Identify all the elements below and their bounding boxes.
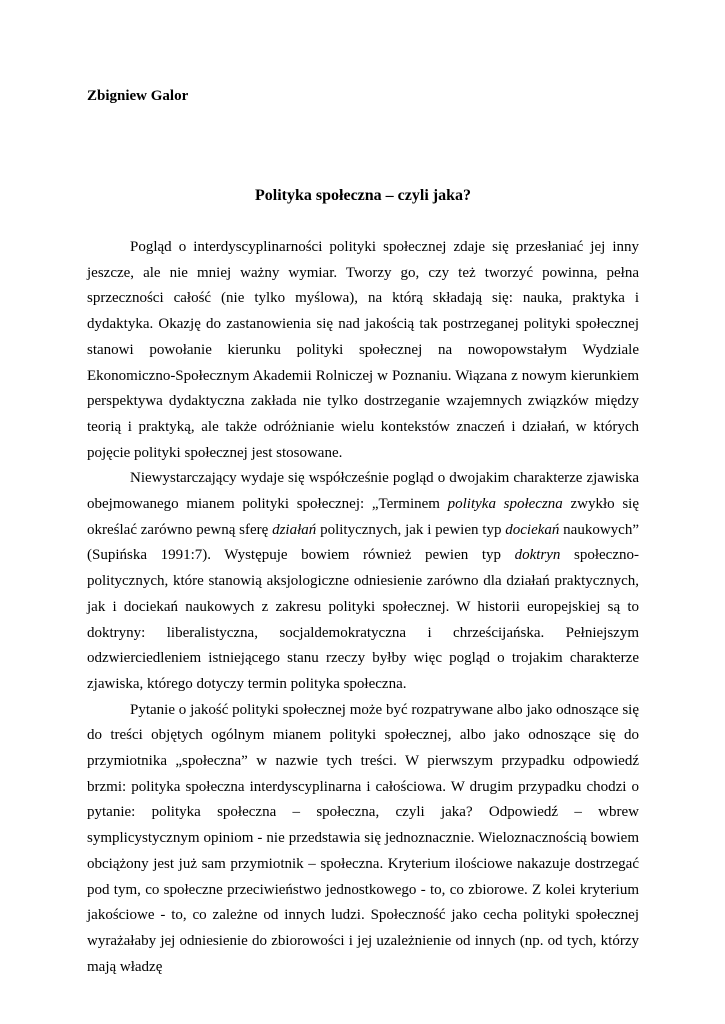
paragraph-2-segment: społeczno-politycznych, które stanowią aksjologiczne odniesienie zarówno dla działań praktycznych, jak i dociekań naukowych z zakresu polityki społecznej. W historii europejskiej są to doktryny: liberalistyczna, socjaldemokratyczna i chrześcijańska. Pełniejszym odzwierciedleniem istniejącego stanu rzeczy byłby więc pogląd o trojakim charakterze zjawiska, którego dotyczy termin polityka społeczna. — [87, 547, 639, 692]
paragraph-2-segment: Niewystarczający wydaje się współcześnie pogląd o dwojakim charakterze zjawiska obejmowanego mianem polityki społecznej: „Terminem — [87, 470, 639, 513]
document-body — [87, 235, 639, 980]
paragraph-1: Pogląd o interdyscyplinarności polityki społecznej zdaje się przesłaniać jej inny jeszcze, ale nie mniej ważny wymiar. Tworzy go, czy też tworzyć powinna, pełna sprzeczności całość (nie tylko myślowa), na którą składają się: nauka, praktyka i dydaktyka. Okazję do zastanowienia się nad jakością tak postrzeganej polityki społecznej stanowi powołanie kierunku polityki społecznej na nowopowstałym Wydziale Ekonomiczno-Społecznym Akademii Rolniczej w Poznaniu. Wiązana z nowym kierunkiem perspektywa dydaktyczna zakłada nie tylko dostrzeganie wzajemnych związków między teorią i praktyką, ale także odróżnianie wielu kontekstów znaczeń i działań, w których pojęcie polityki społecznej jest stosowane. — [87, 239, 639, 461]
paragraph-2-italic-term: dociekań — [505, 521, 560, 538]
author-name: Zbigniew Galor — [87, 88, 189, 104]
paragraph-2-segment: zwykło się określać zarówno pewną sferę — [87, 496, 639, 538]
document-title: Polityka społeczna – czyli jaka? — [255, 187, 471, 204]
paragraph-2 — [87, 466, 639, 697]
paragraph-3: Pytanie o jakość polityki społecznej może być rozpatrywane albo jako odnoszące się do treści objętych ogólnym mianem polityki społecznej, albo jako odnoszące się do przymiotnika „społeczna” w nazwie tych treści. W pierwszym przypadku odpowiedź brzmi: polityka społeczna interdyscyplinarna i całościowa. W drugim przypadku chodzi o pytanie: polityka społeczna – społeczna, czyli jaka? Odpowiedź – wbrew symplicystycznym opiniom - nie przedstawia się jednoznacznie. Wieloznacznością bowiem obciążony jest już sam przymiotnik – społeczna. Kryterium ilościowe nakazuje dostrzegać pod tym, co społeczne przeciwieństwo jednostkowego - to, co zbiorowe. Z kolei kryterium jakościowe - to, co zależne od innych ludzi. Społeczność jako cecha polityki społecznej wyrażałaby jej odniesienie do zbiorowości i jej uzależnienie od innych (np. od tych, którzy mają władzę — [87, 701, 639, 975]
paragraph-2-italic-term: doktryn — [514, 547, 561, 564]
paragraph-2-segment: naukowych” (Supińska 1991:7). Występuje bowiem również pewien typ — [87, 521, 639, 564]
paragraph-2-italic-term: działań — [272, 521, 317, 538]
paragraph-2-italic-term: polityka społeczna — [447, 496, 563, 513]
paragraph-2-segment: politycznych, jak i pewien typ — [316, 521, 506, 538]
